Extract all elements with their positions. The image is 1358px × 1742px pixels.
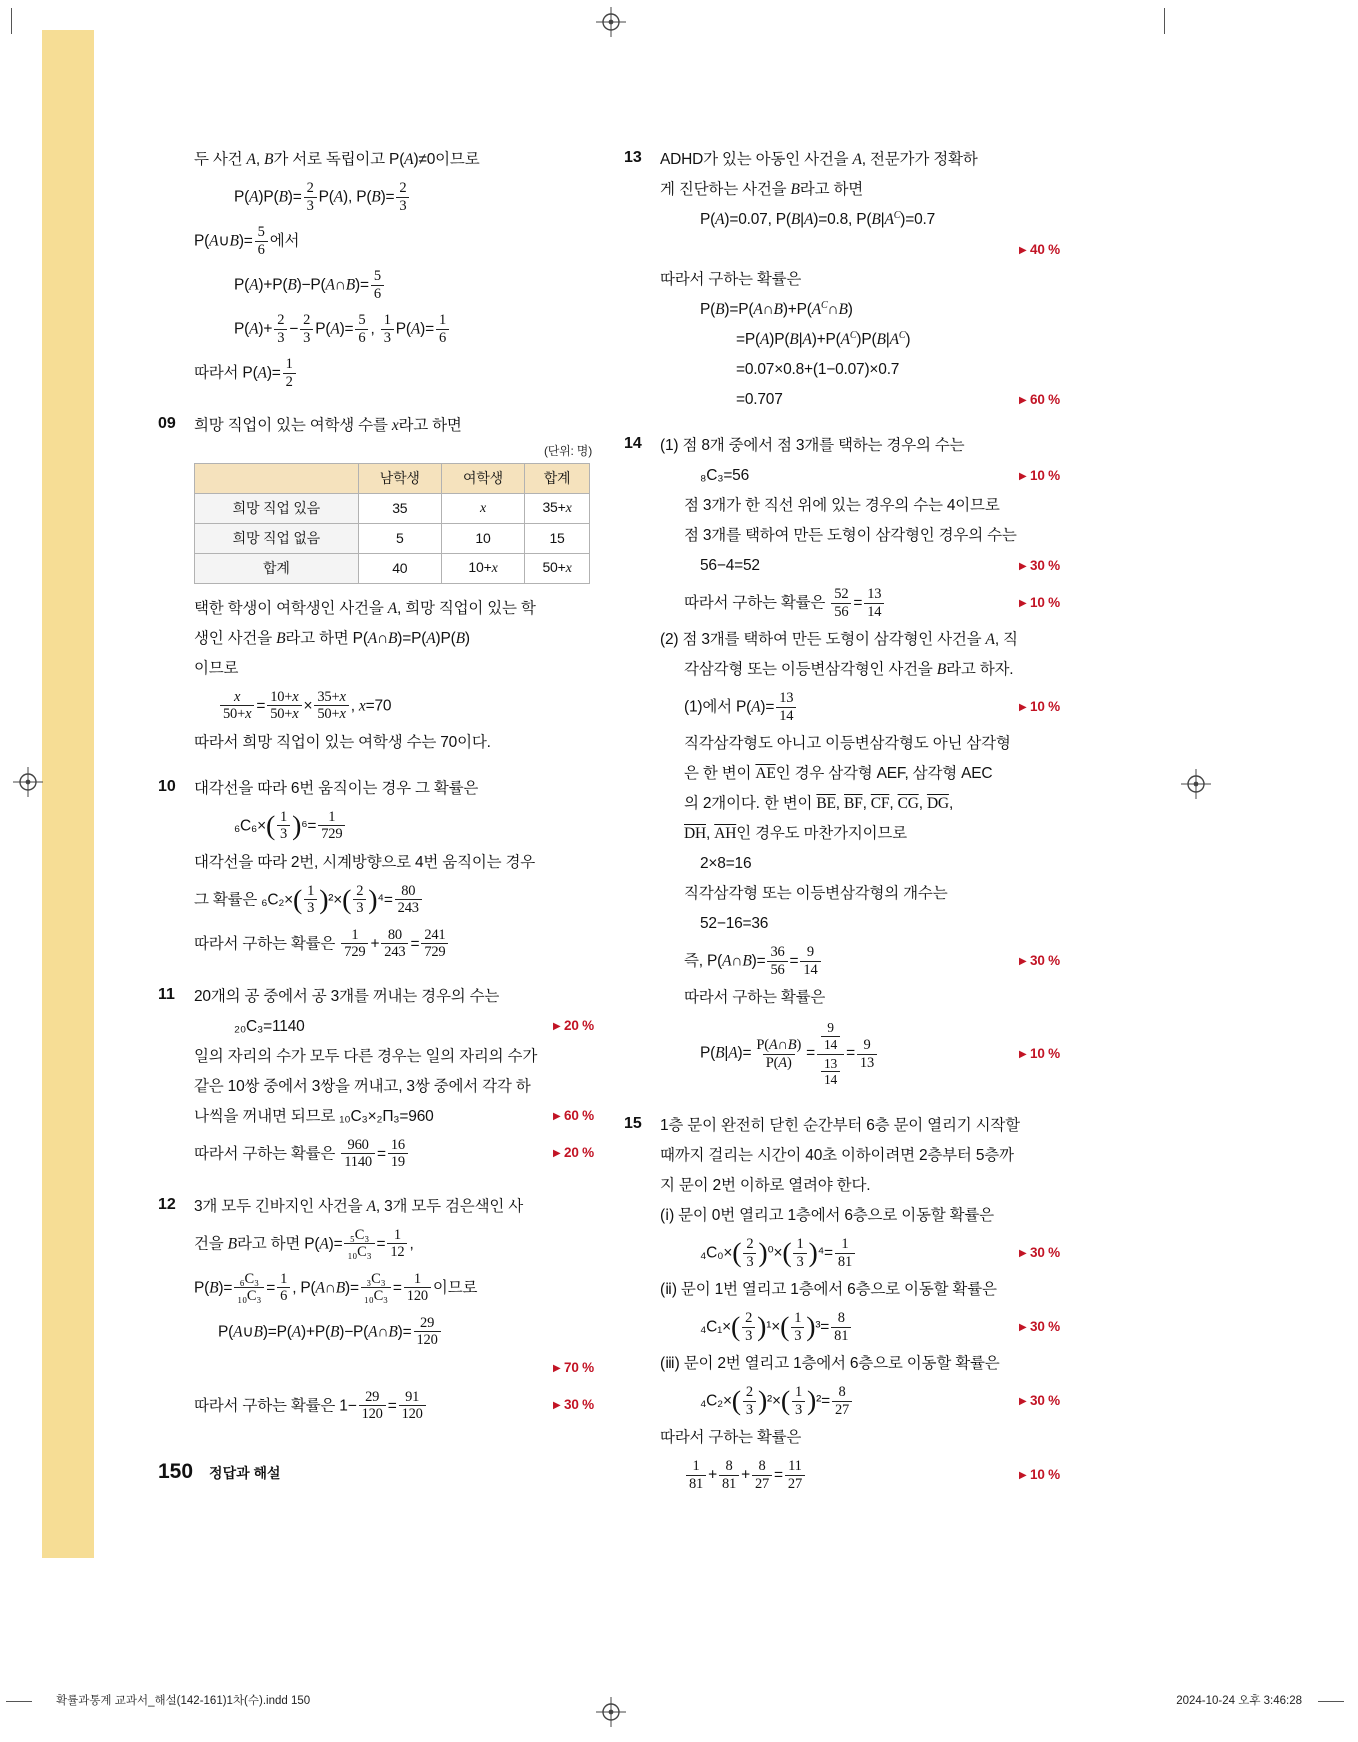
solution-text: $=P(A)P(B|A)+P(A^C)P(B|A^C)$	[736, 330, 911, 349]
marker-icon: ▶	[552, 1111, 561, 1123]
solution-line	[660, 295, 1060, 325]
answer-rate-badge: ▶ 30 %	[1018, 1318, 1060, 1334]
answer-rate-badge: ▶ 30 %	[1018, 557, 1060, 573]
answer-rate-badge: ▶ 60 %	[552, 1108, 594, 1124]
solution-line	[660, 849, 1060, 879]
solution-line	[660, 581, 1060, 625]
problem-number: 10	[158, 777, 176, 795]
table-header-cell: 여학생	[441, 463, 524, 493]
solution-text: (1)에서 P(A)= $\frac{13}{14}$	[684, 690, 798, 724]
row-header-cell: 희망 직업 있음	[195, 493, 359, 523]
solution-text: $\overline{DH}$, $\overline{AH}$인 경우도 마찬가지이므로	[684, 825, 907, 843]
solution-body	[194, 1192, 594, 1428]
solution-line	[660, 205, 1060, 235]
solution-line	[660, 431, 1060, 461]
solution-line	[660, 145, 1060, 175]
solution-body	[194, 982, 594, 1176]
solution-text: 택한 학생이 여학생인 사건을 A, 희망 직업이 있는 학	[194, 599, 536, 617]
solution-line	[194, 1222, 594, 1266]
solution-line	[660, 939, 1060, 983]
solution-text: 각삼각형 또는 이등변삼각형인 사건을 B라고 하자.	[684, 661, 1014, 679]
marker-icon: ▶	[1018, 1247, 1027, 1259]
solution-text: ₄C₂×( $\frac{2}{3}$ )²×( $\frac{1}{3}$ )²= $\frac{8}{27}$	[700, 1384, 854, 1418]
problem-number	[158, 145, 194, 395]
table-cell: 5	[358, 523, 441, 553]
solution-text: =0.707	[736, 391, 783, 409]
solution-line	[660, 983, 1060, 1013]
solution-line	[660, 789, 1060, 819]
solution-line	[194, 1310, 594, 1354]
solution-line	[194, 307, 594, 351]
solution-line	[194, 1384, 594, 1428]
table-cell: 15	[525, 523, 590, 553]
solution-line	[194, 145, 594, 175]
table-cell: 35	[358, 493, 441, 523]
solution-text: ₆C₆×( $\frac{1}{3}$ )⁶= $\frac{1}{729}$	[234, 809, 347, 843]
solution-text: 즉, P(A∩B)= $\frac{36}{56}$ = $\frac{9}{14}$	[684, 944, 823, 978]
problem-number: 13	[624, 149, 642, 166]
answer-rate-badge: ▶ 20 %	[552, 1145, 594, 1161]
solution-text: P(B|A)= $\frac{P(A\cap B)}{P(A)}$ = $\frac{\frac{9}{14}}{\frac{13}{14}}$ = $\frac{9}{13}$	[700, 1019, 879, 1088]
table-header-cell: 남학생	[358, 463, 441, 493]
solution-text: P(A∪B)=P(A)+P(B)−P(A∩B)= $\frac{29}{120}$	[218, 1315, 443, 1349]
marker-icon: ▶	[552, 1021, 561, 1033]
solution-line	[660, 1349, 1060, 1379]
solution-line	[660, 1305, 1060, 1349]
solution-text: 때까지 걸리는 시간이 40초 이하이려면 2층부터 5층까	[660, 1147, 1014, 1165]
solution-text: 따라서 구하는 확률은	[660, 271, 802, 289]
solution-body	[194, 145, 594, 395]
solution-line	[194, 922, 594, 966]
marker-icon: ▶	[1018, 1321, 1027, 1333]
solution-text: ADHD가 있는 아동인 사건을 A, 전문가가 정확하	[660, 151, 978, 169]
solution-text: 직각삼각형 또는 이등변삼각형의 개수는	[684, 885, 948, 903]
solution-text: 이므로	[194, 659, 239, 677]
solution-text: P(A)+ $\frac{2}{3}$ − $\frac{2}{3}$ P(A)= $\frac{5}{6}$ , $\frac{1}{3}$ P(A)= $\frac{1}{6}$	[234, 312, 451, 346]
solution-text: 따라서 구하는 확률은 $\frac{52}{56}$ = $\frac{13}{14}$	[684, 586, 886, 620]
solution-text: P(A∪B)= $\frac{5}{6}$ 에서	[194, 223, 300, 258]
solution-line	[194, 594, 594, 624]
solution-line	[194, 1354, 594, 1384]
solution-09	[158, 411, 594, 758]
table-unit-label: (단위: 명)	[543, 444, 592, 458]
solution-line	[660, 385, 1060, 415]
solution-text: ₈C₃=56	[700, 467, 750, 485]
marker-icon: ▶	[552, 1400, 561, 1412]
solution-text: 따라서 구하는 확률은	[684, 989, 826, 1007]
solution-line	[660, 1423, 1060, 1453]
solution-line	[194, 411, 594, 441]
trim-mark	[11, 8, 12, 34]
survey-table	[194, 463, 590, 584]
table-header-row	[195, 463, 590, 493]
footer-section-title: 정답과 해설	[209, 1465, 281, 1481]
solution-line	[194, 878, 594, 922]
solution-text: 따라서 희망 직업이 있는 여학생 수는 70이다.	[194, 733, 491, 751]
table-cell: 50+x	[525, 553, 590, 583]
yellow-stripe	[42, 30, 94, 1558]
solution-text: 그 확률은 ₆C₂×( $\frac{1}{3}$ )²×( $\frac{2}{3}$ )⁴= $\frac{80}{243}$	[194, 883, 424, 917]
answer-rate-badge: ▶ 10 %	[1018, 594, 1060, 610]
solution-line	[194, 1266, 594, 1310]
solution-12	[158, 1192, 594, 1428]
solution-line	[660, 1141, 1060, 1171]
solution-text: P(A)+P(B)−P(A∩B)= $\frac{5}{6}$	[234, 268, 386, 302]
solution-text: =0.07×0.8+(1−0.07)×0.7	[736, 361, 900, 379]
solution-line	[660, 521, 1060, 551]
solution-line	[660, 625, 1060, 655]
solution-line	[660, 175, 1060, 205]
row-header-cell: 희망 직업 없음	[195, 523, 359, 553]
solution-text: 56−4=52	[700, 557, 760, 575]
trim-mark	[1164, 8, 1165, 34]
solution-text: P(A)=0.07, P(B|A)=0.8, $P(B|A^C)=0.7$	[700, 210, 936, 229]
solution-line	[660, 1171, 1060, 1201]
solution-line	[194, 219, 594, 263]
solution-body	[660, 145, 1060, 415]
solution-line	[660, 235, 1060, 265]
solution-text: 따라서 구하는 확률은	[660, 1429, 802, 1447]
marker-icon: ▶	[1018, 1469, 1027, 1481]
solution-line	[194, 263, 594, 307]
solution-text: $P(B)=P(A\cap B)+P(A^C\cap B)$	[700, 300, 853, 319]
answer-rate-badge: ▶ 30 %	[1018, 1244, 1060, 1260]
table-cell: 35+x	[525, 493, 590, 523]
solution-line	[194, 175, 594, 219]
solution-line	[660, 1111, 1060, 1141]
solution-text: 따라서 구하는 확률은 1− $\frac{29}{120}$ = $\frac{91}{120}$	[194, 1389, 428, 1423]
answer-rate-badge: ▶ 60 %	[1018, 391, 1060, 407]
problem-number: 11	[158, 985, 175, 1003]
solution-text: 두 사건 A, B가 서로 독립이고 P(A)≠0이므로	[194, 151, 480, 169]
solution-line	[194, 1102, 594, 1132]
solution-text: 따라서 구하는 확률은 $\frac{960}{1140}$ = $\frac{16}{19}$	[194, 1137, 410, 1171]
marker-icon: ▶	[1018, 1395, 1027, 1407]
solution-line	[660, 551, 1060, 581]
marker-icon: ▶	[1018, 955, 1027, 967]
problem-number: 15	[624, 1115, 642, 1132]
solution-text: 52−16=36	[700, 915, 769, 933]
solution-text: 의 2개이다. 한 변이 $\overline{BE}$, $\overline{BF}$, $\overline{CF}$, $\overline{CG}$, $\overline{DG}$,	[684, 795, 954, 813]
solution-line	[194, 624, 594, 654]
solution-text: 대각선을 따라 6번 움직이는 경우 그 확률은	[194, 779, 479, 797]
solution-14	[624, 431, 1060, 1095]
solution-line	[660, 1379, 1060, 1423]
answer-rate-badge: ▶ 30 %	[1018, 952, 1060, 968]
solution-line	[660, 1453, 1060, 1497]
table-header-cell: 합계	[525, 463, 590, 493]
solution-text: (1) 점 8개 중에서 점 3개를 택하는 경우의 수는	[660, 437, 965, 455]
table-cell: 40	[358, 553, 441, 583]
solution-text: 일의 자리의 수가 모두 다른 경우는 일의 자리의 수가	[194, 1047, 538, 1065]
solution-text: (ⅱ) 문이 1번 열리고 1층에서 6층으로 이동할 확률은	[660, 1281, 997, 1299]
answer-rate-badge: ▶ 10 %	[1018, 698, 1060, 714]
table-block	[194, 443, 594, 584]
solution-line	[660, 461, 1060, 491]
solution-text: 20개의 공 중에서 공 3개를 꺼내는 경우의 수는	[194, 987, 500, 1005]
table-cell: x	[441, 493, 524, 523]
marker-icon: ▶	[1018, 701, 1027, 713]
solution-15	[624, 1111, 1060, 1497]
solution-text: 따라서 P(A)= $\frac{1}{2}$	[194, 356, 298, 390]
solution-line	[194, 848, 594, 878]
solution-text: ₂₀C₃=1140	[234, 1017, 305, 1035]
answer-rate-badge: ▶ 30 %	[1018, 1392, 1060, 1408]
problem-number: 14	[624, 435, 642, 452]
solution-text: 건을 B라고 하면 P(A)= $\frac{\text{₅C₃}}{\text{₁₀C₃}}$ = $\frac{1}{12}$ ,	[194, 1226, 414, 1261]
solution-text: 희망 직업이 있는 여학생 수를 x라고 하면	[194, 417, 462, 435]
trim-mark	[6, 1701, 32, 1702]
solution-line	[660, 819, 1060, 849]
solution-line	[194, 1132, 594, 1176]
solution-10	[158, 774, 594, 966]
solution-line	[660, 1201, 1060, 1231]
table-row	[195, 523, 590, 553]
solution-text: 1층 문이 완전히 닫힌 순간부터 6층 문이 열리기 시작할	[660, 1117, 1020, 1135]
solution-line	[194, 1072, 594, 1102]
registration-mark-top	[596, 7, 626, 37]
page-number: 150	[158, 1460, 194, 1483]
solution-text: P(A)P(B)= $\frac{2}{3}$ P(A), P(B)= $\frac{2}{3}$	[234, 180, 411, 214]
solution-text: ₄C₁×( $\frac{2}{3}$ )¹×( $\frac{1}{3}$ )³= $\frac{8}{81}$	[700, 1310, 853, 1344]
solution-11	[158, 982, 594, 1176]
right-column	[624, 145, 1060, 1513]
solution-line	[660, 729, 1060, 759]
answer-rate-badge: ▶ 10 %	[1018, 1466, 1060, 1482]
answer-rate-badge: ▶ 70 %	[552, 1360, 594, 1376]
solution-line	[660, 265, 1060, 295]
table-cell: 10	[441, 523, 524, 553]
solution-line	[660, 355, 1060, 385]
solution-line	[660, 1275, 1060, 1305]
marker-icon: ▶	[1018, 560, 1027, 572]
solution-line	[194, 804, 594, 848]
answer-rate-badge: ▶ 20 %	[552, 1018, 594, 1034]
solution-text: 생인 사건을 B라고 하면 P(A∩B)=P(A)P(B)	[194, 629, 470, 647]
solution-line	[194, 1192, 594, 1222]
solution-line	[660, 685, 1060, 729]
solution-text: 지 문이 2번 이하로 열려야 한다.	[660, 1177, 871, 1195]
solution-text: 대각선을 따라 2번, 시계방향으로 4번 움직이는 경우	[194, 853, 536, 871]
print-file-name: 확률과통계 교과서_해설(142-161)1차(수).indd 150	[56, 1695, 311, 1707]
marker-icon: ▶	[1018, 394, 1027, 406]
answer-rate-badge: ▶ 10 %	[1018, 467, 1060, 483]
table-cell: 10+x	[441, 553, 524, 583]
answer-rate-badge: ▶ 10 %	[1018, 1045, 1060, 1061]
solution-line	[660, 879, 1060, 909]
registration-mark-right	[1181, 769, 1211, 799]
solution-line	[660, 325, 1060, 355]
solution-text: $\frac{1}{81}$ + $\frac{8}{81}$ + $\frac{8}{27}$ = $\frac{11}{27}$	[684, 1458, 807, 1492]
solution-text: $\frac{x}{50+x}$ = $\frac{10+x}{50+x}$ × $\frac{35+x}{50+x}$ , x=70	[218, 689, 391, 723]
solution-body	[660, 431, 1060, 1095]
solution-line	[660, 1013, 1060, 1095]
print-info	[56, 1692, 1302, 1708]
solution-text: 직각삼각형도 아니고 이등변삼각형도 아닌 삼각형	[684, 735, 1011, 753]
solution-text: 점 3개가 한 직선 위에 있는 경우의 수는 4이므로	[684, 497, 1000, 515]
solution-line	[194, 351, 594, 395]
solution-line	[660, 491, 1060, 521]
solution-body	[194, 774, 594, 966]
solution-text: 게 진단하는 사건을 B라고 하면	[660, 181, 863, 199]
solution-line	[660, 655, 1060, 685]
solution-text: ₄C₀×( $\frac{2}{3}$ )⁰×( $\frac{1}{3}$ )⁴= $\frac{1}{81}$	[700, 1236, 857, 1270]
solution-line	[194, 728, 594, 758]
marker-icon: ▶	[1018, 597, 1027, 609]
marker-icon: ▶	[552, 1148, 561, 1160]
table-header-cell	[195, 463, 359, 493]
solution-text: (2) 점 3개를 택하여 만든 도형이 삼각형인 사건을 A, 직	[660, 631, 1018, 649]
solution-text: 점 3개를 택하여 만든 도형이 삼각형인 경우의 수는	[684, 527, 1017, 545]
marker-icon: ▶	[1018, 244, 1027, 256]
solution-body	[660, 1111, 1060, 1497]
left-column	[158, 145, 594, 1444]
solution-line	[194, 1012, 594, 1042]
marker-icon: ▶	[1018, 1048, 1027, 1060]
page-footer	[158, 1460, 281, 1484]
marker-icon: ▶	[1018, 470, 1027, 482]
solution-text: 2×8=16	[700, 855, 752, 873]
answer-rate-badge: ▶ 30 %	[552, 1397, 594, 1413]
solution-text: 따라서 구하는 확률은 $\frac{1}{729}$ + $\frac{80}{243}$ = $\frac{241}{729}$	[194, 927, 450, 961]
solution-text: (ⅰ) 문이 0번 열리고 1층에서 6층으로 이동할 확률은	[660, 1207, 994, 1225]
solution-line	[660, 1231, 1060, 1275]
solution-line	[660, 759, 1060, 789]
solution-text: (ⅲ) 문이 2번 열리고 1층에서 6층으로 이동할 확률은	[660, 1355, 1000, 1373]
solution-line	[194, 654, 594, 684]
solution-continued	[158, 145, 594, 395]
problem-number: 12	[158, 1195, 176, 1213]
solution-line	[194, 1042, 594, 1072]
trim-mark	[1318, 1701, 1344, 1702]
solution-13	[624, 145, 1060, 415]
solution-text: 나씩을 꺼내면 되므로 ₁₀C₃×₂Π₃=960	[194, 1107, 434, 1125]
solution-text: 3개 모두 긴바지인 사건을 A, 3개 모두 검은색인 사	[194, 1197, 523, 1215]
solution-line	[194, 774, 594, 804]
problem-number: 09	[158, 415, 176, 432]
solution-text: 은 한 변이 $\overline{AE}$인 경우 삼각형 AEF, 삼각형 AEC	[684, 765, 993, 783]
solution-line	[194, 982, 594, 1012]
solution-body	[194, 411, 594, 758]
registration-mark-left	[13, 767, 43, 797]
marker-icon: ▶	[552, 1363, 561, 1375]
print-timestamp: 2024-10-24 오후 3:46:28	[1176, 1695, 1302, 1707]
solution-line	[660, 909, 1060, 939]
solution-line	[194, 684, 594, 728]
solution-text: 같은 10쌍 중에서 3쌍을 꺼내고, 3쌍 중에서 각각 하	[194, 1077, 531, 1095]
table-row	[195, 553, 590, 583]
answer-rate-badge: ▶ 40 %	[1018, 241, 1060, 257]
row-header-cell: 합계	[195, 553, 359, 583]
table-row	[195, 493, 590, 523]
solution-text: P(B)= $\frac{\text{₆C₃}}{\text{₁₀C₃}}$ = $\frac{1}{6}$ , P(A∩B)= $\frac{\text{₃C₃}}{\text{₁₀C₃}}$ = $\frac{1}{120}$ 이므로	[194, 1270, 478, 1305]
